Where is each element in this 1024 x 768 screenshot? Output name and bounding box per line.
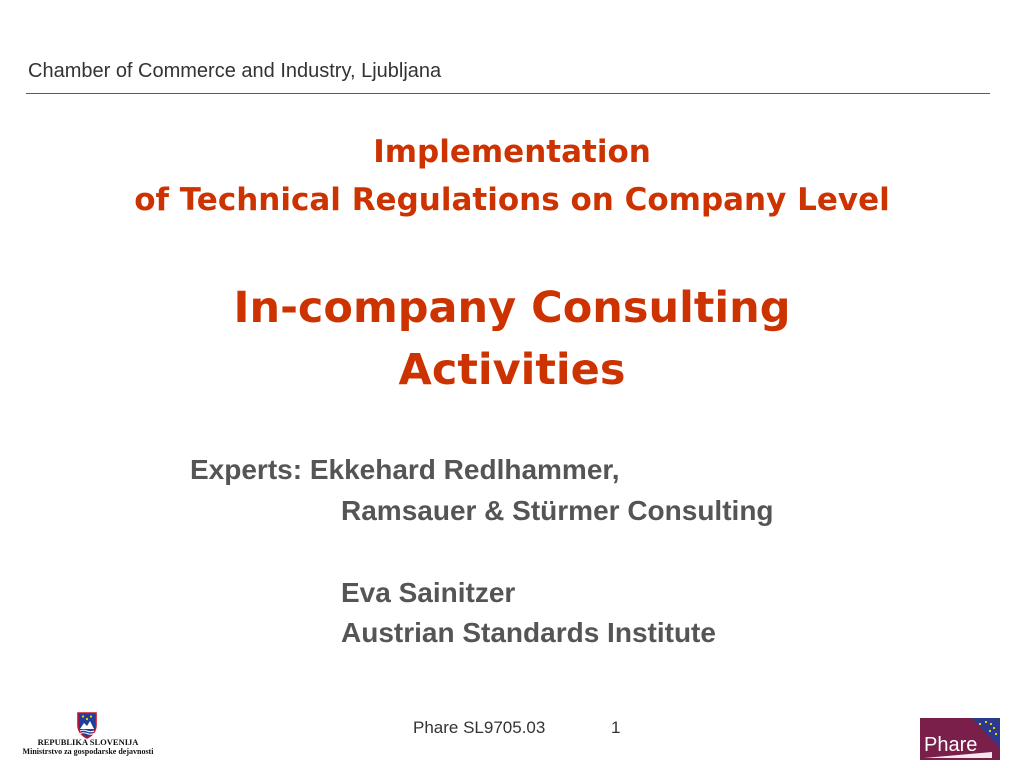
expert-line-2: Ramsauer & Stürmer Consulting (341, 495, 774, 526)
ministry-name: Ministrstvo za gospodarske dejavnosti (22, 747, 154, 756)
phare-logo-text: Phare (924, 734, 978, 756)
expert-line-1: Experts: Ekkehard Redlhammer, (190, 454, 620, 485)
page-number: 1 (611, 718, 621, 737)
slovenia-coat-of-arms-icon (76, 711, 98, 739)
project-code: Phare SL9705.03 (413, 718, 546, 737)
subtitle-line-2: Activities (398, 345, 626, 395)
organization-header: Chamber of Commerce and Industry, Ljubljana (28, 60, 442, 82)
expert-line-4: Austrian Standards Institute (341, 617, 716, 648)
header-divider (26, 93, 990, 94)
title-line-1: Implementation (373, 134, 651, 170)
phare-logo (920, 718, 1000, 760)
subtitle-line-1: In-company Consulting (233, 283, 791, 333)
expert-line-3: Eva Sainitzer (341, 577, 516, 608)
republic-name: REPUBLIKA SLOVENIJA (37, 737, 139, 747)
title-line-2: of Technical Regulations on Company Level (134, 182, 890, 218)
